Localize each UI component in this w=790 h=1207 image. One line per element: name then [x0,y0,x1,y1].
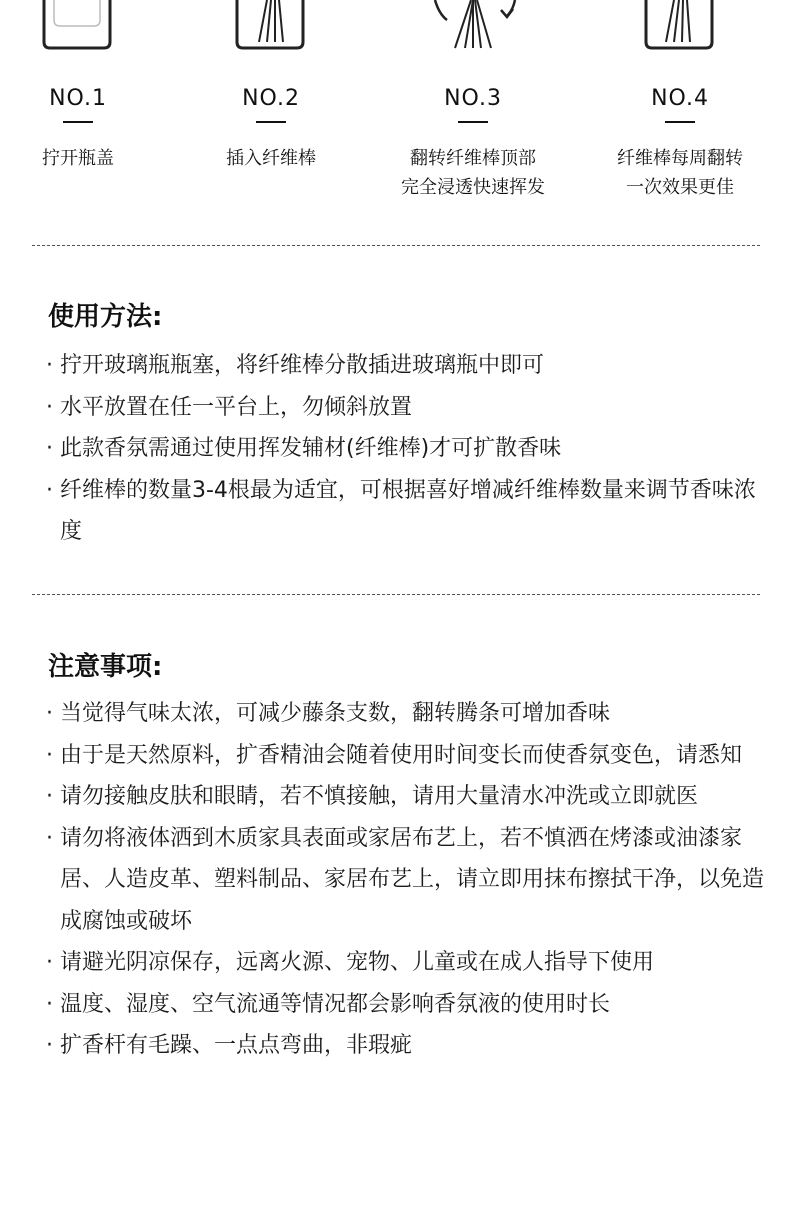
step-number: NO.2 [242,86,300,111]
step-description: 翻转纤维棒顶部 完全浸透快速挥发 [401,148,545,198]
flip-sticks-icon [373,0,573,60]
list-item: · 扩香杆有毛躁、一点点弯曲，非瑕疵 [46,1025,766,1067]
list-item: · 请勿接触皮肤和眼睛，若不慎接触，请用大量清水冲洗或立即就医 [46,776,766,818]
step-description: 纤维棒每周翻转 一次效果更佳 [617,148,743,198]
bottle-sticks-icon [171,0,371,60]
step-underline [665,121,695,123]
notes-list [46,693,766,1067]
bottle-open-icon [0,0,178,60]
usage-title: 使用方法: [48,302,163,332]
step-underline [458,121,488,123]
list-item: · 拧开玻璃瓶瓶塞，将纤维棒分散插进玻璃瓶中即可 [46,345,766,387]
step-underline [256,121,286,123]
list-item: · 水平放置在任一平台上，勿倾斜放置 [46,387,766,429]
dashed-divider [32,245,760,246]
list-item: · 当觉得气味太浓，可减少藤条支数，翻转腾条可增加香味 [46,693,766,735]
step-number: NO.3 [444,86,502,111]
list-item: · 请勿将液体洒到木质家具表面或家居布艺上，若不慎洒在烤漆或油漆家居、人造皮革、塑料制品、家居布艺上，请立即用抹布擦拭干净，以免造成腐蚀或破坏 [46,818,766,943]
dashed-divider [32,594,760,595]
steps-section [0,0,790,230]
step-number: NO.1 [49,86,107,111]
step-underline [63,121,93,123]
list-item: · 温度、湿度、空气流通等情况都会影响香氛液的使用时长 [46,984,766,1026]
step-description: 拧开瓶盖 [42,148,114,169]
usage-list [46,345,766,553]
step-number: NO.4 [651,86,709,111]
bottle-sticks-weekly-icon [580,0,780,60]
notes-title: 注意事项: [48,652,163,682]
list-item: · 请避光阴凉保存，远离火源、宠物、儿童或在成人指导下使用 [46,942,766,984]
list-item: · 纤维棒的数量3-4根最为适宜，可根据喜好增减纤维棒数量来调节香味浓度 [46,470,766,553]
step-description: 插入纤维棒 [226,148,316,169]
list-item: · 由于是天然原料，扩香精油会随着使用时间变长而使香氛变色，请悉知 [46,735,766,777]
list-item: · 此款香氛需通过使用挥发辅材(纤维棒)才可扩散香味 [46,428,766,470]
